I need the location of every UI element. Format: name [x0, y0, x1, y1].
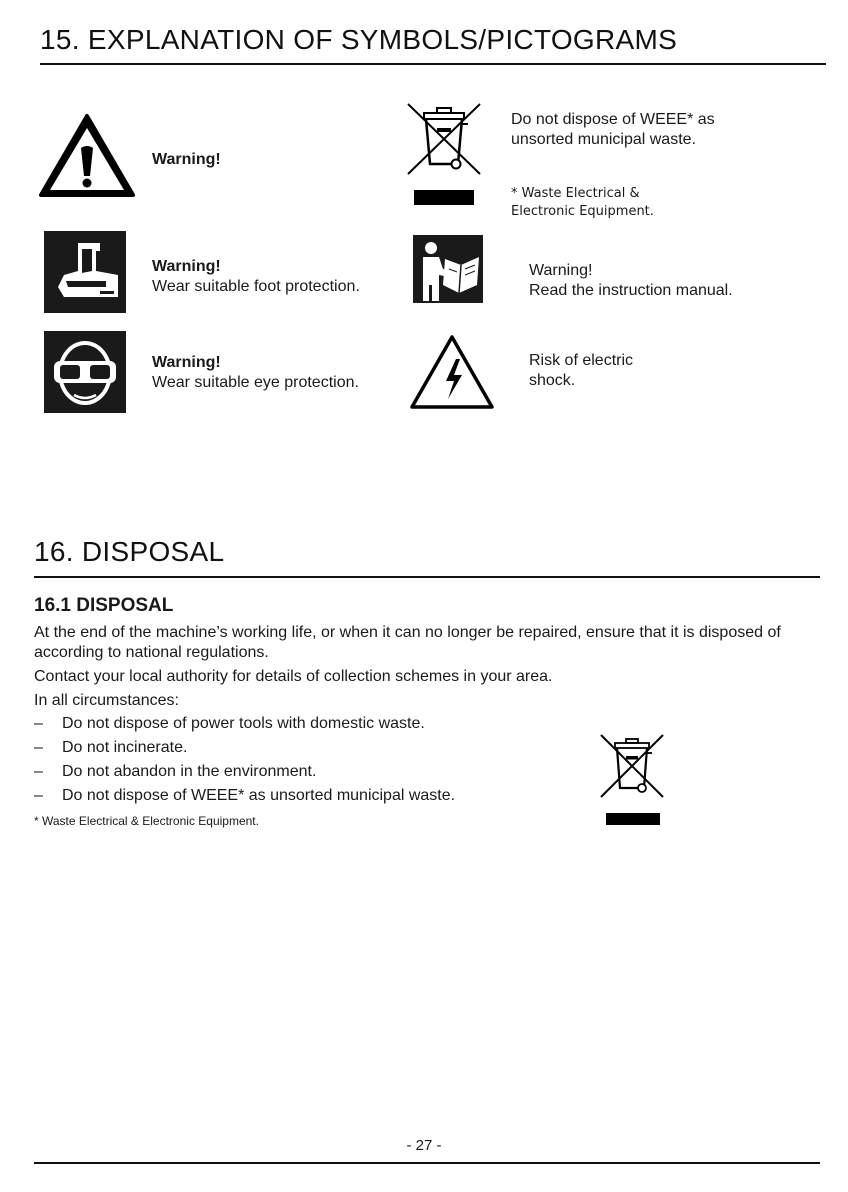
electric-shock-icon [408, 333, 496, 411]
manual-warning-title: Warning! [529, 262, 593, 279]
bullet-dash: – [34, 763, 43, 780]
shock-text-line2: shock. [529, 372, 576, 389]
subsection-title: 16.1 DISPOSAL [34, 595, 174, 616]
weee-footnote: * Waste Electrical & Electronic Equipment. [34, 814, 259, 828]
foot-warning-title: Warning! [152, 258, 221, 275]
footer-rule [34, 1162, 820, 1164]
disposal-bullet [34, 762, 316, 782]
bullet-dash: – [34, 739, 43, 756]
weee-note-line1: * Waste Electrical & [511, 186, 640, 201]
read-manual-icon [413, 235, 483, 303]
crossed-bin-icon [404, 100, 484, 208]
weee-text-line1: Do not dispose of WEEE* as [511, 111, 715, 128]
section-16-rule [34, 576, 820, 578]
foot-protection-icon [44, 231, 126, 313]
disposal-bullet [34, 714, 425, 734]
bullet-text: Do not dispose of WEEE* as unsorted municipal waste. [62, 787, 456, 804]
section-15-title: 15. EXPLANATION OF SYMBOLS/PICTOGRAMS [40, 24, 678, 55]
bullet-dash: – [34, 715, 43, 732]
bullet-text: Do not dispose of power tools with domestic waste. [62, 715, 425, 732]
disposal-paragraph-1: At the end of the machine’s working life, or when it can no longer be repaired, ensure that it is disposed of according to national regulations. [34, 624, 781, 661]
crossed-bin-icon-disposal [598, 733, 666, 827]
disposal-paragraph-2: Contact your local authority for details of collection schemes in your area. [34, 668, 553, 685]
section-15-rule [40, 63, 826, 65]
bullet-dash: – [34, 787, 43, 804]
disposal-paragraph-3: In all circumstances: [34, 692, 179, 709]
warning-triangle-icon [38, 112, 136, 198]
weee-text-line2: unsorted municipal waste. [511, 131, 696, 148]
eye-protection-icon [44, 331, 126, 413]
eye-warning-title: Warning! [152, 354, 221, 371]
manual-warning-text: Read the instruction manual. [529, 282, 733, 299]
shock-text-line1: Risk of electric [529, 352, 634, 369]
bullet-text: Do not abandon in the environment. [62, 763, 317, 780]
page-number: - 27 - [406, 1137, 442, 1154]
foot-warning-text: Wear suitable foot protection. [152, 278, 360, 295]
disposal-bullet [34, 738, 187, 758]
section-16-title: 16. DISPOSAL [34, 536, 225, 567]
disposal-bullet [34, 786, 455, 806]
bullet-text: Do not incinerate. [62, 739, 188, 756]
weee-note-line2: Electronic Equipment. [511, 204, 654, 219]
eye-warning-text: Wear suitable eye protection. [152, 374, 359, 391]
warning-general-label: Warning! [152, 151, 221, 168]
